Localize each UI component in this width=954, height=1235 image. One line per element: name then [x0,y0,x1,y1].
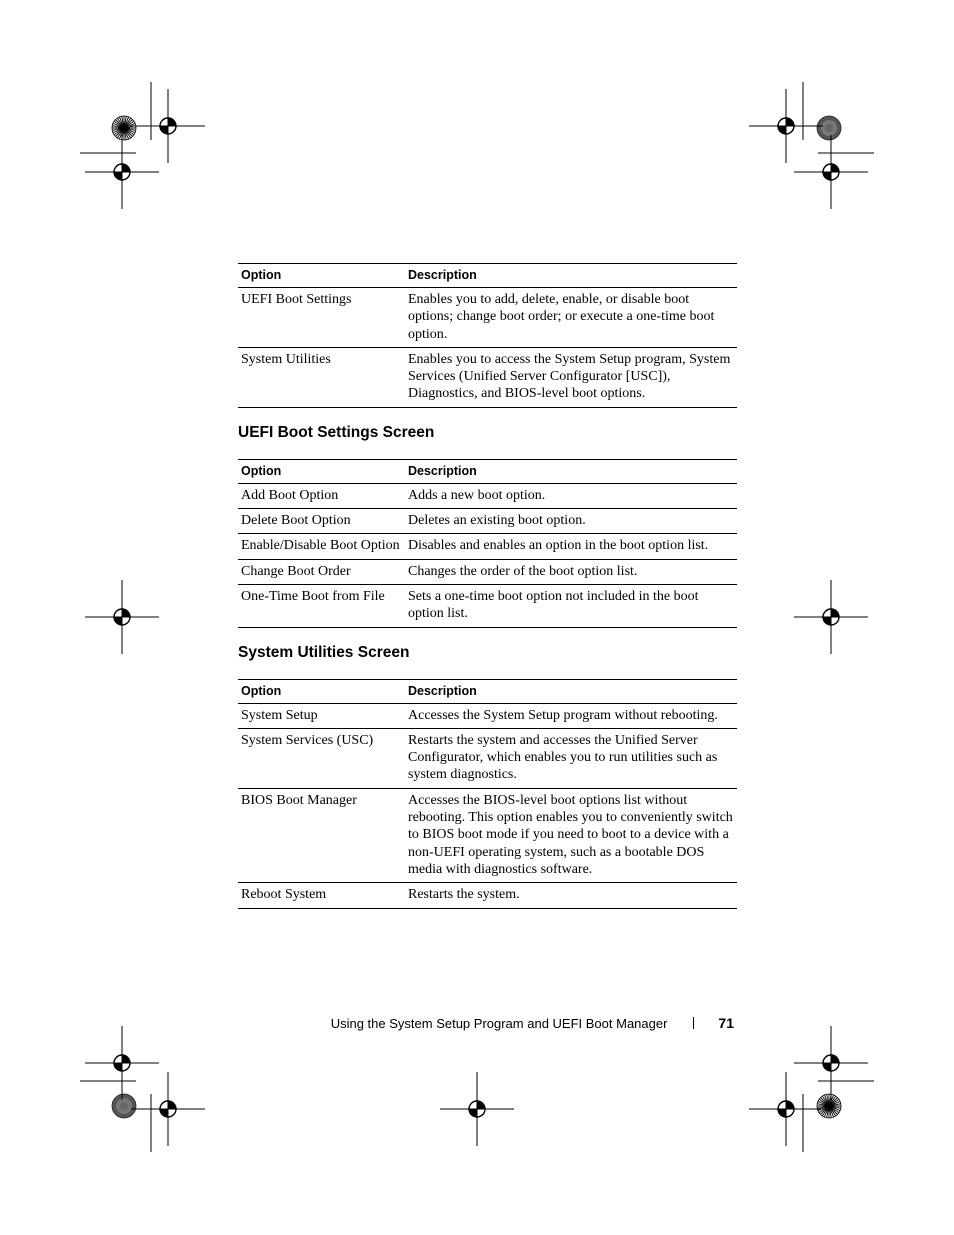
description-cell: Accesses the BIOS-level boot options list without rebooting. This option enables you to conveniently switch to BIOS boot mode if you need to boot to a device with a non-UEFI operating system, such as a bootable DOS media with diagnostics software. [405,788,737,882]
table-header-row [238,459,737,483]
running-title: Using the System Setup Program and UEFI Boot Manager [330,1016,668,1031]
table-row [238,584,737,627]
option-cell: System Services (USC) [238,728,405,788]
table-header-row [238,679,737,703]
page-content [238,263,737,909]
option-cell: System Setup [238,703,405,728]
page-number: 71 [718,1015,734,1031]
page-footer [300,1015,734,1031]
footer-separator [693,1017,694,1029]
column-header-description: Description [405,264,737,288]
description-cell: Sets a one-time boot option not included in the boot option list. [405,584,737,627]
option-cell: Delete Boot Option [238,509,405,534]
column-header-description: Description [405,459,737,483]
description-cell: Disables and enables an option in the boot option list. [405,534,737,559]
column-header-option: Option [238,459,405,483]
option-cell: Change Boot Order [238,559,405,584]
table-row [238,288,737,348]
option-cell: BIOS Boot Manager [238,788,405,882]
option-cell: UEFI Boot Settings [238,288,405,348]
description-cell: Changes the order of the boot option list. [405,559,737,584]
table-row [238,509,737,534]
description-cell: Enables you to add, delete, enable, or disable boot options; change boot order; or execute a one-time boot option. [405,288,737,348]
section-heading-system-utilities: System Utilities Screen [238,643,410,661]
description-cell: Adds a new boot option. [405,483,737,508]
description-cell: Accesses the System Setup program without rebooting. [405,703,737,728]
table-row [238,534,737,559]
option-cell: One-Time Boot from File [238,584,405,627]
description-cell: Deletes an existing boot option. [405,509,737,534]
option-cell: Reboot System [238,883,405,908]
boot-manager-options-table [238,263,737,408]
option-cell: Add Boot Option [238,483,405,508]
column-header-description: Description [405,679,737,703]
column-header-option: Option [238,264,405,288]
table-row [238,728,737,788]
table-row [238,347,737,407]
section-heading-uefi-boot-settings: UEFI Boot Settings Screen [238,423,435,441]
table-row [238,703,737,728]
system-utilities-table [238,679,737,909]
description-cell: Enables you to access the System Setup program, System Services (Unified Server Configurator [USC]), Diagnostics, and BIOS-level boot options. [405,347,737,407]
table-row [238,883,737,908]
table-row [238,788,737,882]
table-row [238,483,737,508]
option-cell: Enable/Disable Boot Option [238,534,405,559]
option-cell: System Utilities [238,347,405,407]
uefi-boot-settings-table [238,459,737,628]
column-header-option: Option [238,679,405,703]
table-row [238,559,737,584]
description-cell: Restarts the system. [405,883,737,908]
description-cell: Restarts the system and accesses the Unified Server Configurator, which enables you to run utilities such as system diagnostics. [405,728,737,788]
table-header-row [238,264,737,288]
